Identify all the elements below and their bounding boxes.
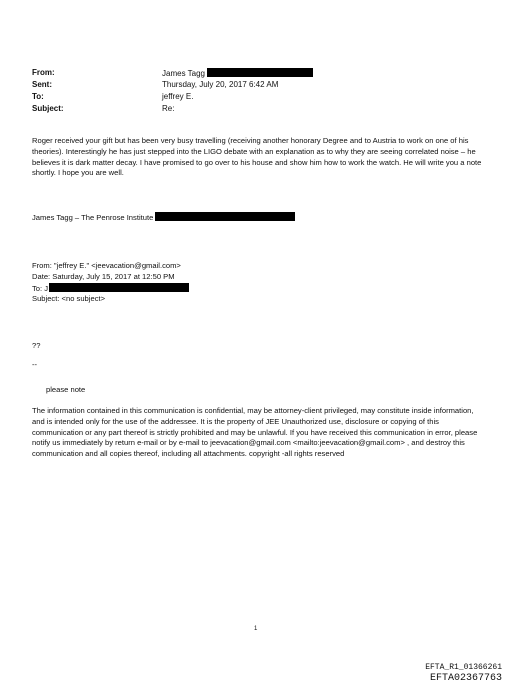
dashes: -- <box>32 360 38 369</box>
quoted-to <box>32 283 189 294</box>
please-note: please note <box>46 385 86 394</box>
sent-value: Thursday, July 20, 2017 6:42 AM <box>162 80 279 89</box>
quoted-subject: Subject: <no subject> <box>32 294 106 303</box>
subject-value: Re: <box>162 104 175 113</box>
body-paragraph: Roger received your gift but has been very busy travelling (receiving another honorary Degree and to Austria to work on one of his theories). Interestingly he has just stepped into the LIGO debate with an explanation as to why they are seeing correlated noise – he believes it is dark matter decay. I have promised to go over to his house and show him how to work the watch. He will write you a note shortly. I hope you are well. <box>32 136 482 178</box>
to-label: To: <box>32 92 44 101</box>
quoted-to-text: To: J <box>32 284 49 293</box>
footer-id-2: EFTA02367763 <box>429 673 502 684</box>
from-label: From: <box>32 68 55 77</box>
quoted-date: Date: Saturday, July 15, 2017 at 12:50 PM <box>32 272 175 281</box>
disclaimer-paragraph: The information contained in this communication is confidential, may be attorney-client privileged, may constitute inside information, and is intended only for the use of the addressee. It is the property of JEE Unauthorized use, disclosure or copying of this communication or any part thereof is strictly prohibited and may be unlawful. If you have received this communication in error, please notify us immediately by return e-mail or by e-mail to jeevacation@gmail.com <mailto:jeevacation@gmail.com> , and destroy this communication and all copies thereof, including all attachments. copyright -all rights reserved <box>32 406 478 459</box>
to-value: jeffrey E. <box>162 92 194 101</box>
from-name: James Tagg <box>162 69 205 78</box>
signature-text: James Tagg – The Penrose Institute <box>32 213 154 222</box>
signature-line <box>32 212 295 223</box>
from-value <box>162 68 313 79</box>
quoted-from: From: "jeffrey E." <jeevacation@gmail.com> <box>32 261 181 270</box>
footer-id-1: EFTA_R1_01366261 <box>425 663 502 672</box>
redaction-from-email <box>207 68 313 77</box>
sent-label: Sent: <box>32 80 52 89</box>
subject-label: Subject: <box>32 104 64 113</box>
question-marks: ?? <box>32 341 41 350</box>
page-number: 1 <box>254 626 258 632</box>
redaction-quoted-to <box>49 283 189 292</box>
redaction-signature <box>155 212 295 221</box>
